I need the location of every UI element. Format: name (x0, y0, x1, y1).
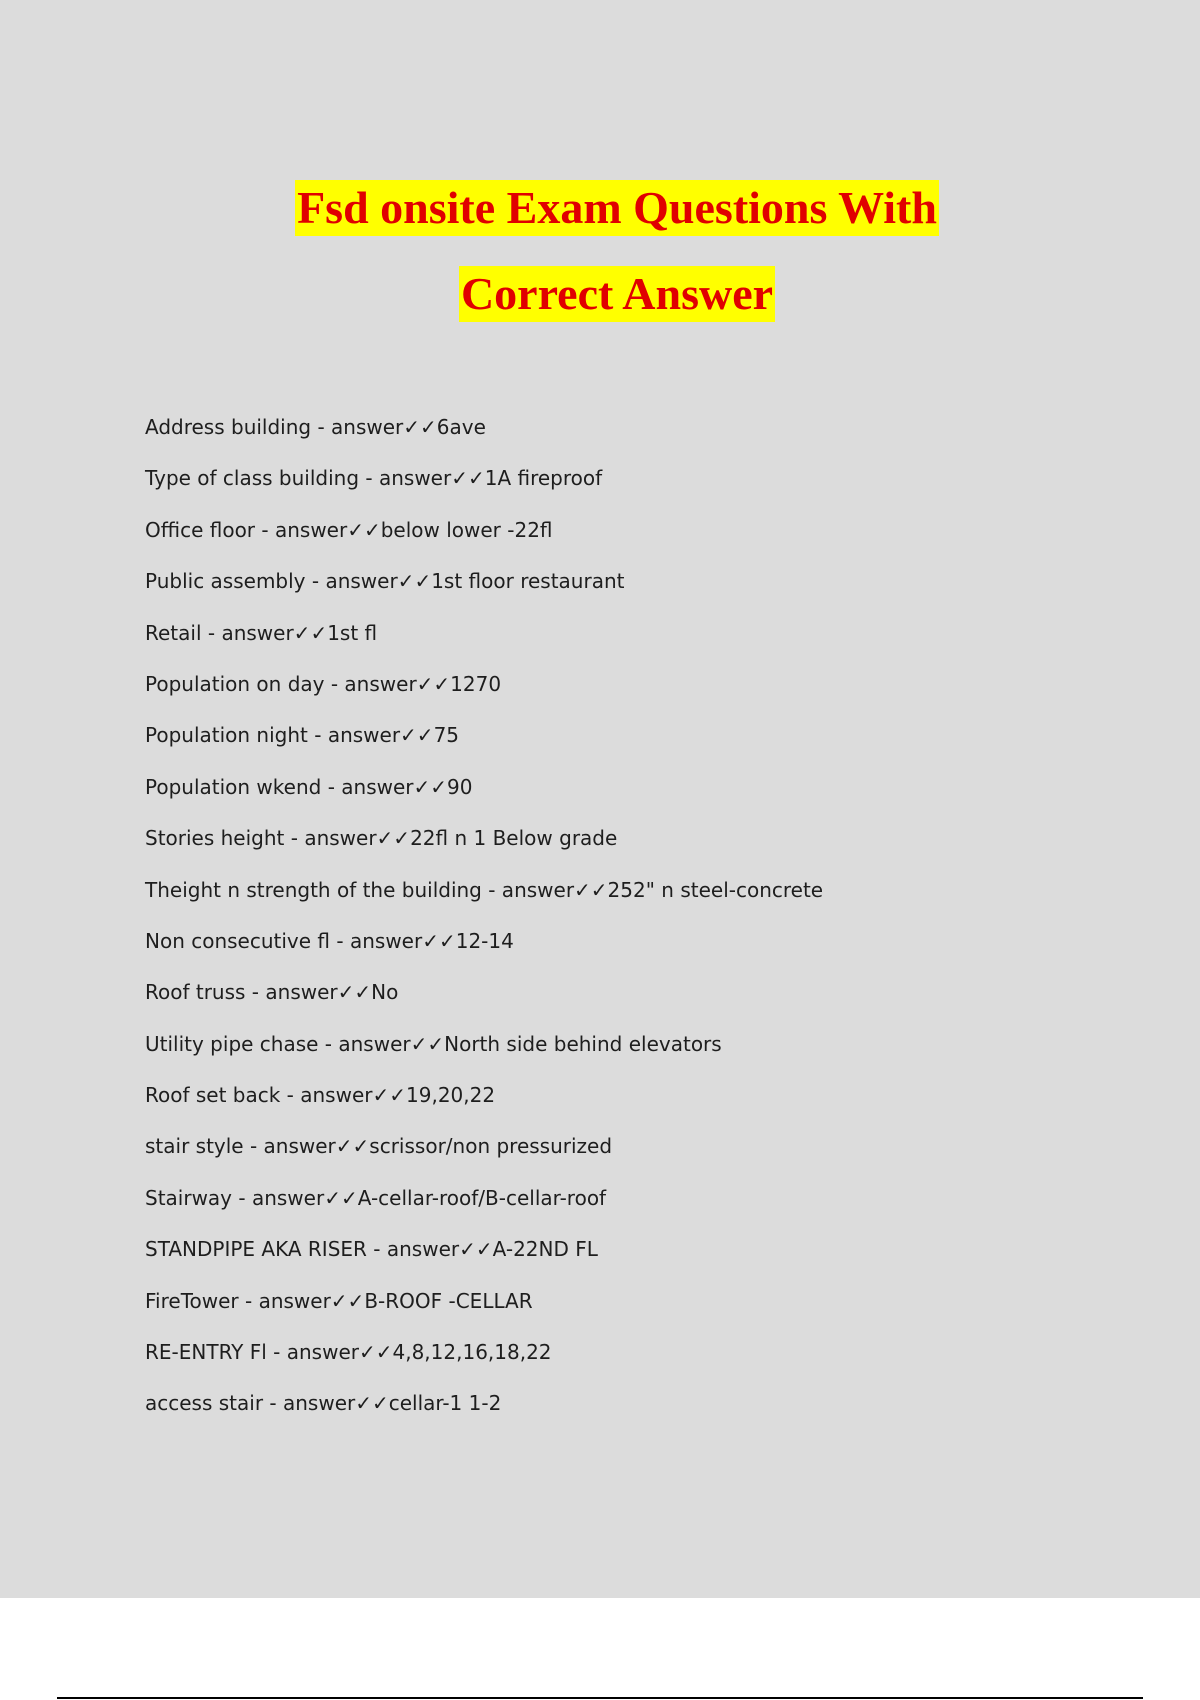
question-answer-list (145, 408, 823, 1436)
qa-item: Retail - answer✓✓1st fl (145, 620, 378, 645)
document-title (0, 165, 1200, 337)
bottom-divider (57, 1697, 1143, 1699)
qa-item: Stories height - answer✓✓22fl n 1 Below grade (145, 826, 618, 851)
qa-item: Type of class building - answer✓✓1A fireproof (145, 466, 603, 491)
qa-item: FireTower - answer✓✓B-ROOF -CELLAR (145, 1288, 533, 1313)
title-line-2: Correct Answer (459, 266, 775, 322)
title-line-1: Fsd onsite Exam Questions With (295, 180, 939, 236)
qa-item: Roof truss - answer✓✓No (145, 980, 399, 1005)
qa-item: Non consecutive fl - answer✓✓12-14 (145, 928, 514, 953)
qa-item: Population on day - answer✓✓1270 (145, 671, 502, 696)
qa-item: Public assembly - answer✓✓1st floor restaurant (145, 569, 625, 594)
qa-item: Office floor - answer✓✓below lower -22fl (145, 517, 553, 542)
qa-item: stair style - answer✓✓scrissor/non pressurized (145, 1134, 613, 1159)
qa-item: Stairway - answer✓✓A-cellar-roof/B-cellar-roof (145, 1185, 607, 1210)
qa-item: Population night - answer✓✓75 (145, 723, 460, 748)
qa-item: Address building - answer✓✓6ave (145, 415, 486, 439)
qa-item: access stair - answer✓✓cellar-1 1-2 (145, 1391, 502, 1416)
qa-item: Roof set back - answer✓✓19,20,22 (145, 1083, 496, 1108)
qa-item: STANDPIPE AKA RISER - answer✓✓A-22ND FL (145, 1237, 598, 1262)
qa-item: RE-ENTRY Fl - answer✓✓4,8,12,16,18,22 (145, 1340, 552, 1365)
qa-item: Utility pipe chase - answer✓✓North side behind elevators (145, 1031, 722, 1056)
qa-item: Population wkend - answer✓✓90 (145, 774, 473, 799)
qa-item: Theight n strength of the building - answer✓✓252" n steel-concrete (145, 877, 824, 902)
